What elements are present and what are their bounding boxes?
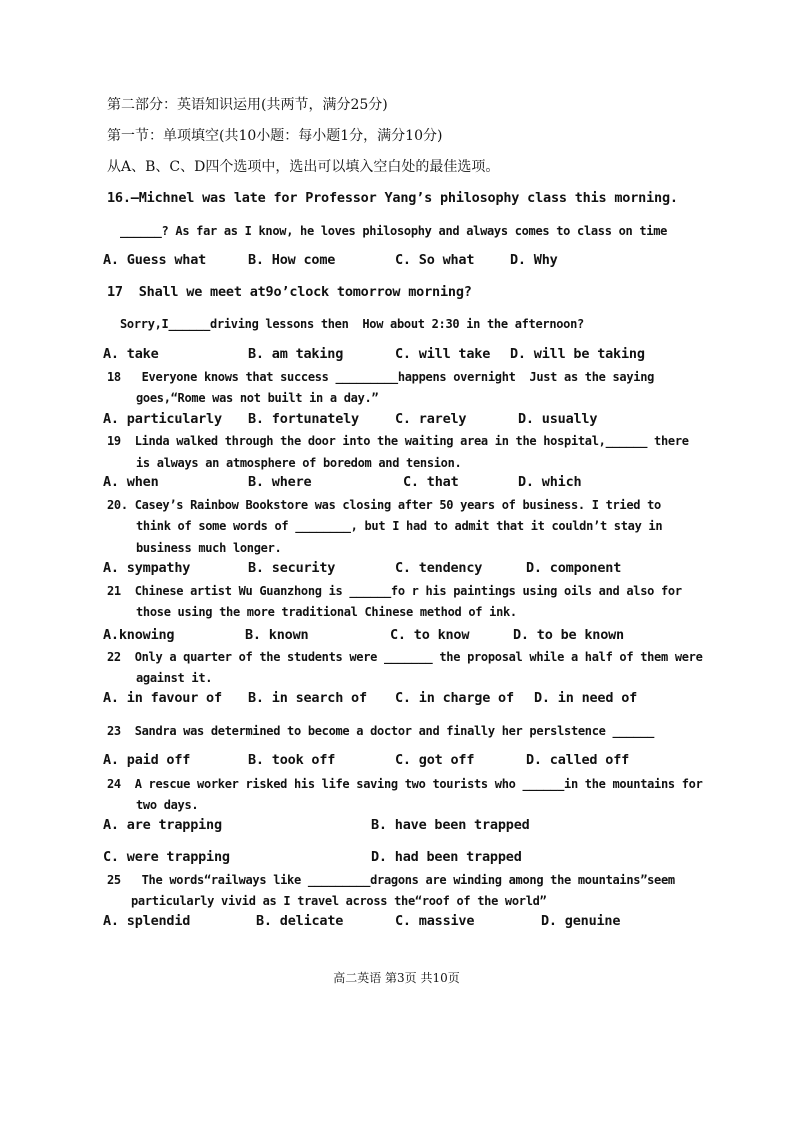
question-stem-continued: against it. <box>136 671 213 685</box>
question-stem-continued: two days. <box>136 798 199 812</box>
option-d[interactable]: D. which <box>518 474 582 490</box>
option-a[interactable]: A. particularly <box>103 411 222 427</box>
question-stem: 24 A rescue worker risked his life saving two tourists who ______in the mountains for <box>107 777 703 791</box>
question-stem: 23 Sandra was determined to become a doctor and finally her perslstence ______ <box>107 724 655 738</box>
option-b[interactable]: B. fortunately <box>248 411 359 427</box>
option-a[interactable]: A. sympathy <box>103 560 191 576</box>
option-b[interactable]: B. known <box>245 627 309 643</box>
option-d[interactable]: D. genuine <box>541 913 621 929</box>
option-d[interactable]: D. usually <box>518 411 598 427</box>
option-a[interactable]: A. take <box>103 346 159 362</box>
option-d[interactable]: D. Why <box>510 252 558 268</box>
option-b[interactable]: B. have been trapped <box>371 817 530 833</box>
option-c[interactable]: C. So what <box>395 252 475 268</box>
question-stem: 16.—Michnel was late for Professor Yang’s philosophy class this morning. <box>107 190 678 206</box>
option-b[interactable]: B. delicate <box>256 913 344 929</box>
question-stem-continued: ______? As far as I know, he loves philosophy and always comes to class on time <box>120 224 668 238</box>
option-c[interactable]: C. to know <box>390 627 470 643</box>
option-c[interactable]: C. in charge of <box>395 690 514 706</box>
option-c[interactable]: C. that <box>403 474 459 490</box>
option-c[interactable]: C. will take <box>395 346 491 362</box>
question-stem: 21 Chinese artist Wu Guanzhong is ______fo r his paintings using oils and also for <box>107 584 682 598</box>
option-a[interactable]: A. splendid <box>103 913 191 929</box>
option-b[interactable]: B. where <box>248 474 312 490</box>
option-c[interactable]: C. rarely <box>395 411 467 427</box>
page-footer: 高二英语 第3页 共10页 <box>333 971 460 985</box>
option-b[interactable]: B. am taking <box>248 346 344 362</box>
section-title: 第二部分：英语知识运用(共两节，满分25分) <box>107 97 388 113</box>
option-b[interactable]: B. security <box>248 560 336 576</box>
question-stem-continued: particularly vivid as I travel across the“roof of the world” <box>131 894 547 908</box>
option-a[interactable]: A. paid off <box>103 752 191 768</box>
question-stem: 22 Only a quarter of the students were _______ the proposal while a half of them were <box>107 650 703 664</box>
option-d[interactable]: D. had been trapped <box>371 849 522 865</box>
option-d[interactable]: D. to be known <box>513 627 624 643</box>
option-c[interactable]: C. got off <box>395 752 475 768</box>
option-d[interactable]: D. called off <box>526 752 630 768</box>
option-c[interactable]: C. were trapping <box>103 849 230 865</box>
question-stem-continued: Sorry,I______driving lessons then How about 2:30 in the afternoon? <box>120 317 584 331</box>
question-stem-continued: business much longer. <box>136 541 282 555</box>
question-stem-continued: is always an atmosphere of boredom and tension. <box>136 456 462 470</box>
option-b[interactable]: B. in search of <box>248 690 367 706</box>
option-b[interactable]: B. took off <box>248 752 336 768</box>
question-stem: 18 Everyone knows that success _________happens overnight Just as the saying <box>107 370 655 384</box>
section-instruction: 从A、B、C、D四个选项中，选出可以填入空白处的最佳选项。 <box>107 159 500 175</box>
option-a[interactable]: A. in favour of <box>103 690 222 706</box>
option-d[interactable]: D. will be taking <box>510 346 645 362</box>
question-stem-continued: goes,“Rome was not built in a day.” <box>136 391 379 405</box>
option-a[interactable]: A.knowing <box>103 627 175 643</box>
option-d[interactable]: D. in need of <box>534 690 638 706</box>
option-a[interactable]: A. when <box>103 474 159 490</box>
option-a[interactable]: A. are trapping <box>103 817 222 833</box>
question-stem: 20. Casey’s Rainbow Bookstore was closing after 50 years of business. I tried to <box>107 498 661 512</box>
question-stem: 17 Shall we meet at9o’clock tomorrow morning? <box>107 284 472 300</box>
option-c[interactable]: C. massive <box>395 913 475 929</box>
option-d[interactable]: D. component <box>526 560 622 576</box>
question-stem-continued: those using the more traditional Chinese method of ink. <box>136 605 517 619</box>
section-subtitle: 第一节：单项填空(共10小题：每小题1分，满分10分) <box>107 128 443 144</box>
question-stem-continued: think of some words of ________, but I had to admit that it couldn’t stay in <box>136 519 663 533</box>
question-stem: 25 The words“railways like _________dragons are winding among the mountains”seem <box>107 873 675 887</box>
option-b[interactable]: B. How come <box>248 252 336 268</box>
question-stem: 19 Linda walked through the door into the waiting area in the hospital,______ there <box>107 434 689 448</box>
option-c[interactable]: C. tendency <box>395 560 483 576</box>
option-a[interactable]: A. Guess what <box>103 252 207 268</box>
